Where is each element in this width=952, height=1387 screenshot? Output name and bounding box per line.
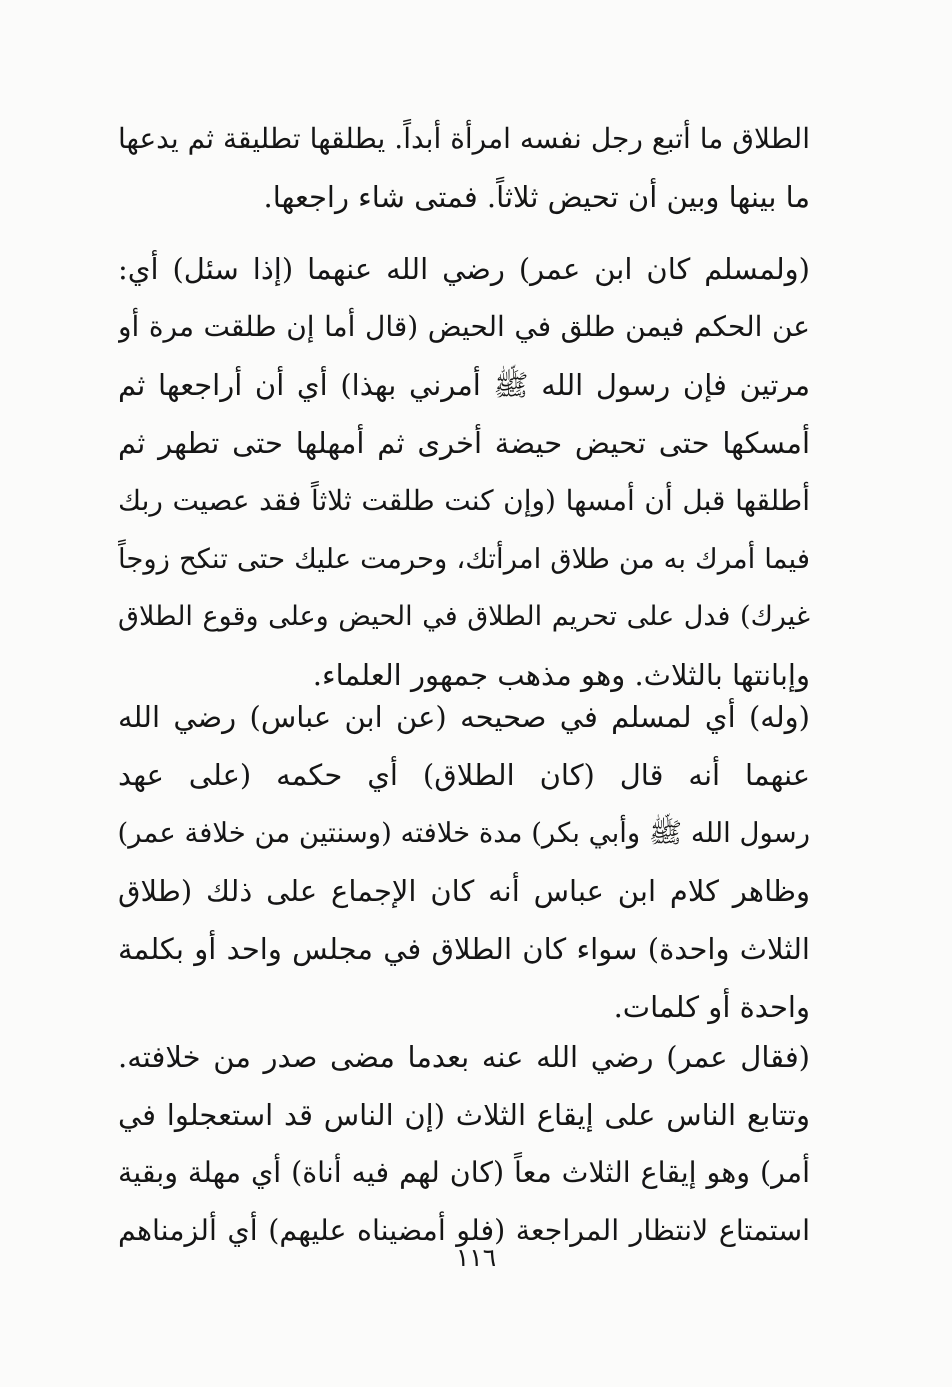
text-line: ما بينها وبين أن تحيض ثلاثاً. فمتى شاء راجعها. bbox=[263, 180, 810, 214]
text-line: الطلاق ما أتبع رجل نفسه امرأة أبداً. يطلقها تطليقة ثم يدعها bbox=[118, 122, 810, 155]
text-line: فيما أمرك به من طلاق امرأتك، وحرمت عليك حتى تنكح زوجاً bbox=[118, 543, 810, 575]
text-line: مرتين فإن رسول الله ﷺ أمرني بهذا) أي أن أراجعها ثم bbox=[118, 368, 810, 402]
text-line: رسول الله ﷺ وأبي بكر) مدة خلافته (وسنتين من خلافة عمر) bbox=[118, 817, 810, 849]
text-line: (فقال عمر) رضي الله عنه بعدما مضى صدر من خلافته. bbox=[118, 1040, 810, 1074]
text-line: أطلقها قبل أن أمسها (وإن كنت طلقت ثلاثاً فقد عصيت ربك bbox=[118, 484, 810, 517]
text-line: وظاهر كلام ابن عباس أنه كان الإجماع على ذلك (طلاق bbox=[118, 874, 810, 908]
text-line: الثلاث واحدة) سواء كان الطلاق في مجلس واحد أو بكلمة bbox=[118, 932, 810, 966]
text-line: أمر) وهو إيقاع الثلاث معاً (كان لهم فيه أناة) أي مهلة وبقية bbox=[118, 1156, 810, 1189]
paragraph-1 bbox=[118, 110, 810, 226]
text-line: (وله) أي لمسلم في صحيحه (عن ابن عباس) رضي الله bbox=[118, 700, 810, 734]
text-line: أمسكها حتى تحيض حيضة أخرى ثم أمهلها حتى تطهر ثم bbox=[118, 426, 810, 460]
text-line: عن الحكم فيمن طلق في الحيض (قال أما إن طلقت مرة أو bbox=[118, 310, 810, 343]
text-line: واحدة أو كلمات. bbox=[613, 990, 810, 1024]
paragraph-3 bbox=[118, 688, 810, 1036]
text-line: وتتابع الناس على إيقاع الثلاث (إن الناس قد استعجلوا في bbox=[118, 1098, 810, 1132]
text-line: غيرك) فدل على تحريم الطلاق في الحيض وعلى وقوع الطلاق bbox=[118, 601, 810, 632]
page-number: ١١٦ bbox=[455, 1243, 497, 1272]
text-line: استمتاع لانتظار المراجعة (فلو أمضيناه عليهم) أي ألزمناهم bbox=[118, 1214, 810, 1247]
text-line: (ولمسلم كان ابن عمر) رضي الله عنهما (إذا سئل) أي: bbox=[118, 252, 810, 286]
text-line: عنهما أنه قال (كان الطلاق) أي حكمه (على عهد bbox=[118, 758, 810, 792]
paragraph-4 bbox=[118, 1028, 810, 1260]
text-line: وإبانتها بالثلاث. وهو مذهب جمهور العلماء. bbox=[312, 658, 810, 692]
paragraph-2 bbox=[118, 240, 810, 704]
